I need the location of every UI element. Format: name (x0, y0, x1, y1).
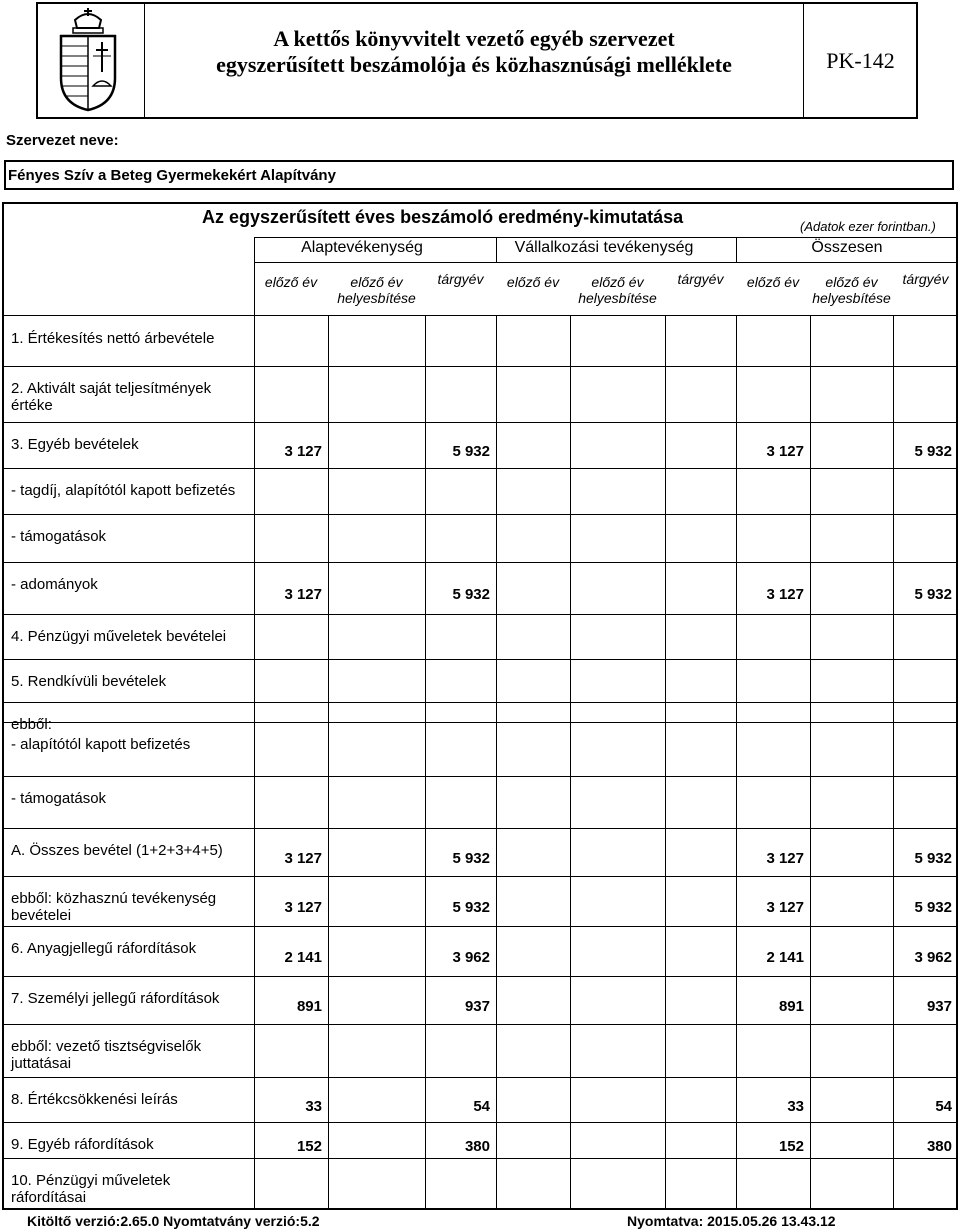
cell-divider (810, 976, 811, 1024)
footer-printed: Nyomtatva: 2015.05.26 13.43.12 (627, 1213, 836, 1229)
cell-divider (496, 562, 497, 614)
column-header-prev-year: előző év (264, 274, 318, 290)
cell-divider (496, 1024, 497, 1077)
cell-divider (496, 702, 497, 722)
cell-divider (736, 514, 737, 562)
row-separator (2, 926, 958, 927)
column-header-line: előző év (350, 274, 403, 290)
cell-divider (665, 1158, 666, 1210)
row-separator (2, 514, 958, 515)
cell-divider (425, 614, 426, 659)
group-separator (496, 237, 497, 262)
form-title-line2: egyszerűsített beszámolója és közhasznúsági melléklete (216, 52, 732, 77)
cell-divider (810, 722, 811, 776)
row-separator (2, 1158, 958, 1159)
cell-value: 891 (778, 998, 804, 1015)
row-label: 9. Egyéb ráfordítások (11, 1136, 154, 1153)
cell-value: 5 932 (452, 586, 490, 603)
cell-divider (570, 722, 571, 776)
cell-divider (736, 316, 737, 366)
row-separator (2, 702, 958, 703)
column-header-line: helyesbítése (337, 290, 416, 306)
cell-divider (665, 659, 666, 702)
column-header-prev-year-correction (810, 274, 893, 306)
cell-divider (328, 776, 329, 828)
cell-divider (736, 1158, 737, 1210)
cell-divider (893, 702, 894, 722)
row-label: ebből: vezető tisztségviselők juttatásai (11, 1038, 202, 1072)
group-total: Összesen (811, 239, 883, 256)
label-column-divider (254, 237, 255, 1210)
cell-divider (496, 976, 497, 1024)
cell-divider (496, 316, 497, 366)
cell-value: 54 (935, 1098, 952, 1115)
cell-divider (328, 1122, 329, 1158)
cell-divider (810, 316, 811, 366)
row-label: 6. Anyagjellegű ráfordítások (11, 940, 197, 957)
cell-value: 5 932 (452, 899, 490, 916)
cell-value: 152 (778, 1138, 804, 1155)
row-label: 4. Pénzügyi műveletek bevételei (11, 628, 227, 645)
form-title (146, 26, 802, 78)
cell-divider (665, 776, 666, 828)
cell-divider (425, 702, 426, 722)
cell-value: 2 141 (766, 949, 804, 966)
group-basic-activity: Alaptevékenység (301, 239, 423, 256)
cell-divider (810, 1024, 811, 1077)
cell-divider (570, 1122, 571, 1158)
cell-divider (665, 1024, 666, 1077)
cell-divider (496, 614, 497, 659)
unit-note: (Adatok ezer forintban.) (800, 219, 936, 234)
row-label: - adományok (11, 576, 98, 593)
cell-divider (810, 514, 811, 562)
cell-divider (665, 316, 666, 366)
form-code: PK-142 (826, 48, 895, 73)
cell-divider (810, 468, 811, 514)
column-header-line: előző év (825, 274, 878, 290)
cell-divider (893, 722, 894, 776)
cell-divider (496, 422, 497, 468)
cell-divider (665, 926, 666, 976)
cell-divider (893, 659, 894, 702)
cell-value: 3 127 (284, 899, 322, 916)
cell-divider (328, 976, 329, 1024)
cell-divider (893, 316, 894, 366)
cell-value: 3 127 (766, 443, 804, 460)
cell-divider (425, 1024, 426, 1077)
cell-divider (570, 828, 571, 876)
cell-divider (328, 316, 329, 366)
row-separator (2, 776, 958, 777)
cell-divider (810, 828, 811, 876)
cell-divider (328, 659, 329, 702)
cell-divider (810, 1122, 811, 1158)
row-label: - alapítótól kapott befizetés (11, 736, 191, 753)
group-header-top-line (254, 237, 958, 238)
column-header-bottom-line (2, 315, 958, 316)
row-separator (2, 828, 958, 829)
cell-divider (810, 366, 811, 422)
cell-divider (496, 876, 497, 926)
cell-value: 54 (473, 1098, 490, 1115)
cell-divider (736, 366, 737, 422)
cell-value: 5 932 (452, 443, 490, 460)
cell-divider (570, 1024, 571, 1077)
cell-value: 891 (296, 998, 322, 1015)
cell-divider (570, 976, 571, 1024)
cell-divider (328, 468, 329, 514)
cell-value: 380 (464, 1138, 490, 1155)
cell-divider (665, 1122, 666, 1158)
row-separator (2, 1077, 958, 1078)
cell-divider (665, 828, 666, 876)
cell-value: 3 127 (284, 586, 322, 603)
cell-divider (665, 614, 666, 659)
row-separator (2, 366, 958, 367)
cell-divider (425, 514, 426, 562)
group-business-activity: Vállalkozási tevékenység (514, 239, 694, 256)
cell-divider (496, 1077, 497, 1122)
cell-divider (425, 468, 426, 514)
cell-value: 3 127 (766, 899, 804, 916)
row-label: 7. Személyi jellegű ráfordítások (11, 990, 220, 1007)
cell-value: 152 (296, 1138, 322, 1155)
cell-divider (736, 776, 737, 828)
table-title: Az egyszerűsített éves beszámoló eredmény-kimutatása (202, 207, 684, 227)
cell-divider (328, 722, 329, 776)
row-label: 8. Értékcsökkenési leírás (11, 1091, 178, 1108)
cell-divider (810, 926, 811, 976)
cell-divider (665, 562, 666, 614)
cell-divider (736, 659, 737, 702)
cell-divider (810, 1077, 811, 1122)
cell-divider (810, 614, 811, 659)
cell-divider (328, 514, 329, 562)
cell-value: 3 962 (452, 949, 490, 966)
cell-divider (496, 776, 497, 828)
org-label: Szervezet neve: (6, 132, 119, 149)
coat-of-arms-logo (55, 6, 121, 112)
form-title-line1: A kettős könyvvitelt vezető egyéb szervezet (273, 26, 675, 51)
cell-divider (496, 828, 497, 876)
cell-value: 2 141 (284, 949, 322, 966)
row-label: 2. Aktivált saját teljesítmények értéke (11, 380, 212, 414)
cell-value: 937 (926, 998, 952, 1015)
column-header-prev-year-correction (570, 274, 665, 306)
cell-divider (570, 366, 571, 422)
column-header-line: előző év (591, 274, 644, 290)
cell-divider (570, 776, 571, 828)
column-header-line: helyesbítése (578, 290, 657, 306)
cell-divider (328, 926, 329, 976)
cell-divider (425, 722, 426, 776)
cell-divider (810, 422, 811, 468)
column-header-current-year: tárgyév (437, 271, 484, 287)
cell-divider (570, 659, 571, 702)
cell-value: 3 127 (284, 850, 322, 867)
cell-divider (665, 468, 666, 514)
row-separator (2, 1024, 958, 1025)
cell-divider (328, 422, 329, 468)
cell-divider (496, 659, 497, 702)
cell-divider (893, 514, 894, 562)
cell-divider (570, 468, 571, 514)
cell-divider (810, 776, 811, 828)
cell-divider (425, 366, 426, 422)
cell-divider (496, 468, 497, 514)
cell-divider (328, 366, 329, 422)
cell-divider (570, 926, 571, 976)
row-label: - támogatások (11, 790, 107, 807)
cell-divider (665, 1077, 666, 1122)
row-label: ebből: (11, 716, 52, 733)
cell-divider (665, 514, 666, 562)
cell-divider (496, 1158, 497, 1210)
row-separator (2, 659, 958, 660)
cell-divider (570, 1077, 571, 1122)
cell-divider (810, 1158, 811, 1210)
cell-value: 5 932 (914, 586, 952, 603)
cell-divider (736, 468, 737, 514)
cell-divider (570, 514, 571, 562)
row-separator (2, 976, 958, 977)
header-divider-left (144, 2, 145, 119)
row-label: A. Összes bevétel (1+2+3+4+5) (11, 842, 223, 859)
cell-value: 3 127 (284, 443, 322, 460)
cell-divider (810, 562, 811, 614)
cell-divider (328, 876, 329, 926)
cell-divider (328, 702, 329, 722)
cell-divider (328, 828, 329, 876)
row-label: 10. Pénzügyi műveletek ráfordításai (11, 1172, 171, 1206)
cell-divider (328, 1024, 329, 1077)
row-label: 1. Értékesítés nettó árbevétele (11, 330, 215, 347)
row-label: ebből: közhasznú tevékenység bevételei (11, 890, 217, 924)
cell-divider (665, 366, 666, 422)
cell-divider (736, 702, 737, 722)
cell-divider (893, 1158, 894, 1210)
cell-divider (665, 722, 666, 776)
group-header-bottom-line (254, 262, 958, 263)
cell-divider (570, 702, 571, 722)
cell-divider (736, 1024, 737, 1077)
cell-divider (496, 514, 497, 562)
cell-value: 5 932 (914, 899, 952, 916)
cell-value: 5 932 (914, 443, 952, 460)
cell-divider (893, 614, 894, 659)
row-label: 3. Egyéb bevételek (11, 436, 139, 453)
cell-divider (425, 316, 426, 366)
cell-divider (665, 702, 666, 722)
column-header-prev-year-correction (328, 274, 425, 306)
cell-divider (810, 876, 811, 926)
row-label: - támogatások (11, 528, 107, 545)
cell-divider (736, 722, 737, 776)
cell-value: 3 962 (914, 949, 952, 966)
cell-value: 5 932 (452, 850, 490, 867)
cell-divider (496, 1122, 497, 1158)
cell-divider (570, 562, 571, 614)
cell-divider (570, 316, 571, 366)
row-separator (2, 422, 958, 423)
cell-divider (496, 722, 497, 776)
cell-value: 380 (926, 1138, 952, 1155)
cell-value: 33 (787, 1098, 804, 1115)
cell-value: 937 (464, 998, 490, 1015)
cell-divider (328, 1158, 329, 1210)
cell-divider (665, 976, 666, 1024)
row-separator (2, 562, 958, 563)
row-label: - tagdíj, alapítótól kapott befizetés (11, 482, 236, 499)
cell-divider (328, 562, 329, 614)
column-header-line: helyesbítése (812, 290, 891, 306)
row-separator (2, 614, 958, 615)
cell-divider (736, 614, 737, 659)
cell-divider (570, 876, 571, 926)
footer-version: Kitöltő verzió:2.65.0 Nyomtatvány verzió:5.2 (27, 1213, 320, 1229)
cell-divider (810, 659, 811, 702)
cell-divider (328, 1077, 329, 1122)
cell-divider (893, 468, 894, 514)
cell-divider (665, 422, 666, 468)
org-name: Fényes Szív a Beteg Gyermekekért Alapítvány (8, 167, 336, 184)
cell-divider (425, 1158, 426, 1210)
row-separator (2, 876, 958, 877)
cell-divider (570, 422, 571, 468)
row-label: 5. Rendkívüli bevételek (11, 673, 167, 690)
cell-divider (496, 926, 497, 976)
cell-divider (328, 614, 329, 659)
cell-divider (496, 366, 497, 422)
column-header-prev-year: előző év (746, 274, 800, 290)
cell-divider (665, 876, 666, 926)
cell-value: 5 932 (914, 850, 952, 867)
cell-divider (570, 614, 571, 659)
cell-divider (570, 1158, 571, 1210)
row-separator (2, 468, 958, 469)
cell-divider (425, 776, 426, 828)
cell-divider (893, 776, 894, 828)
cell-value: 3 127 (766, 586, 804, 603)
column-header-current-year: tárgyév (902, 271, 949, 287)
cell-divider (425, 659, 426, 702)
cell-divider (893, 1024, 894, 1077)
group-separator (736, 237, 737, 262)
column-header-prev-year: előző év (506, 274, 560, 290)
cell-value: 33 (305, 1098, 322, 1115)
row-separator (2, 1122, 958, 1123)
column-header-current-year: tárgyév (677, 271, 724, 287)
cell-value: 3 127 (766, 850, 804, 867)
cell-divider (893, 366, 894, 422)
cell-divider (810, 702, 811, 722)
